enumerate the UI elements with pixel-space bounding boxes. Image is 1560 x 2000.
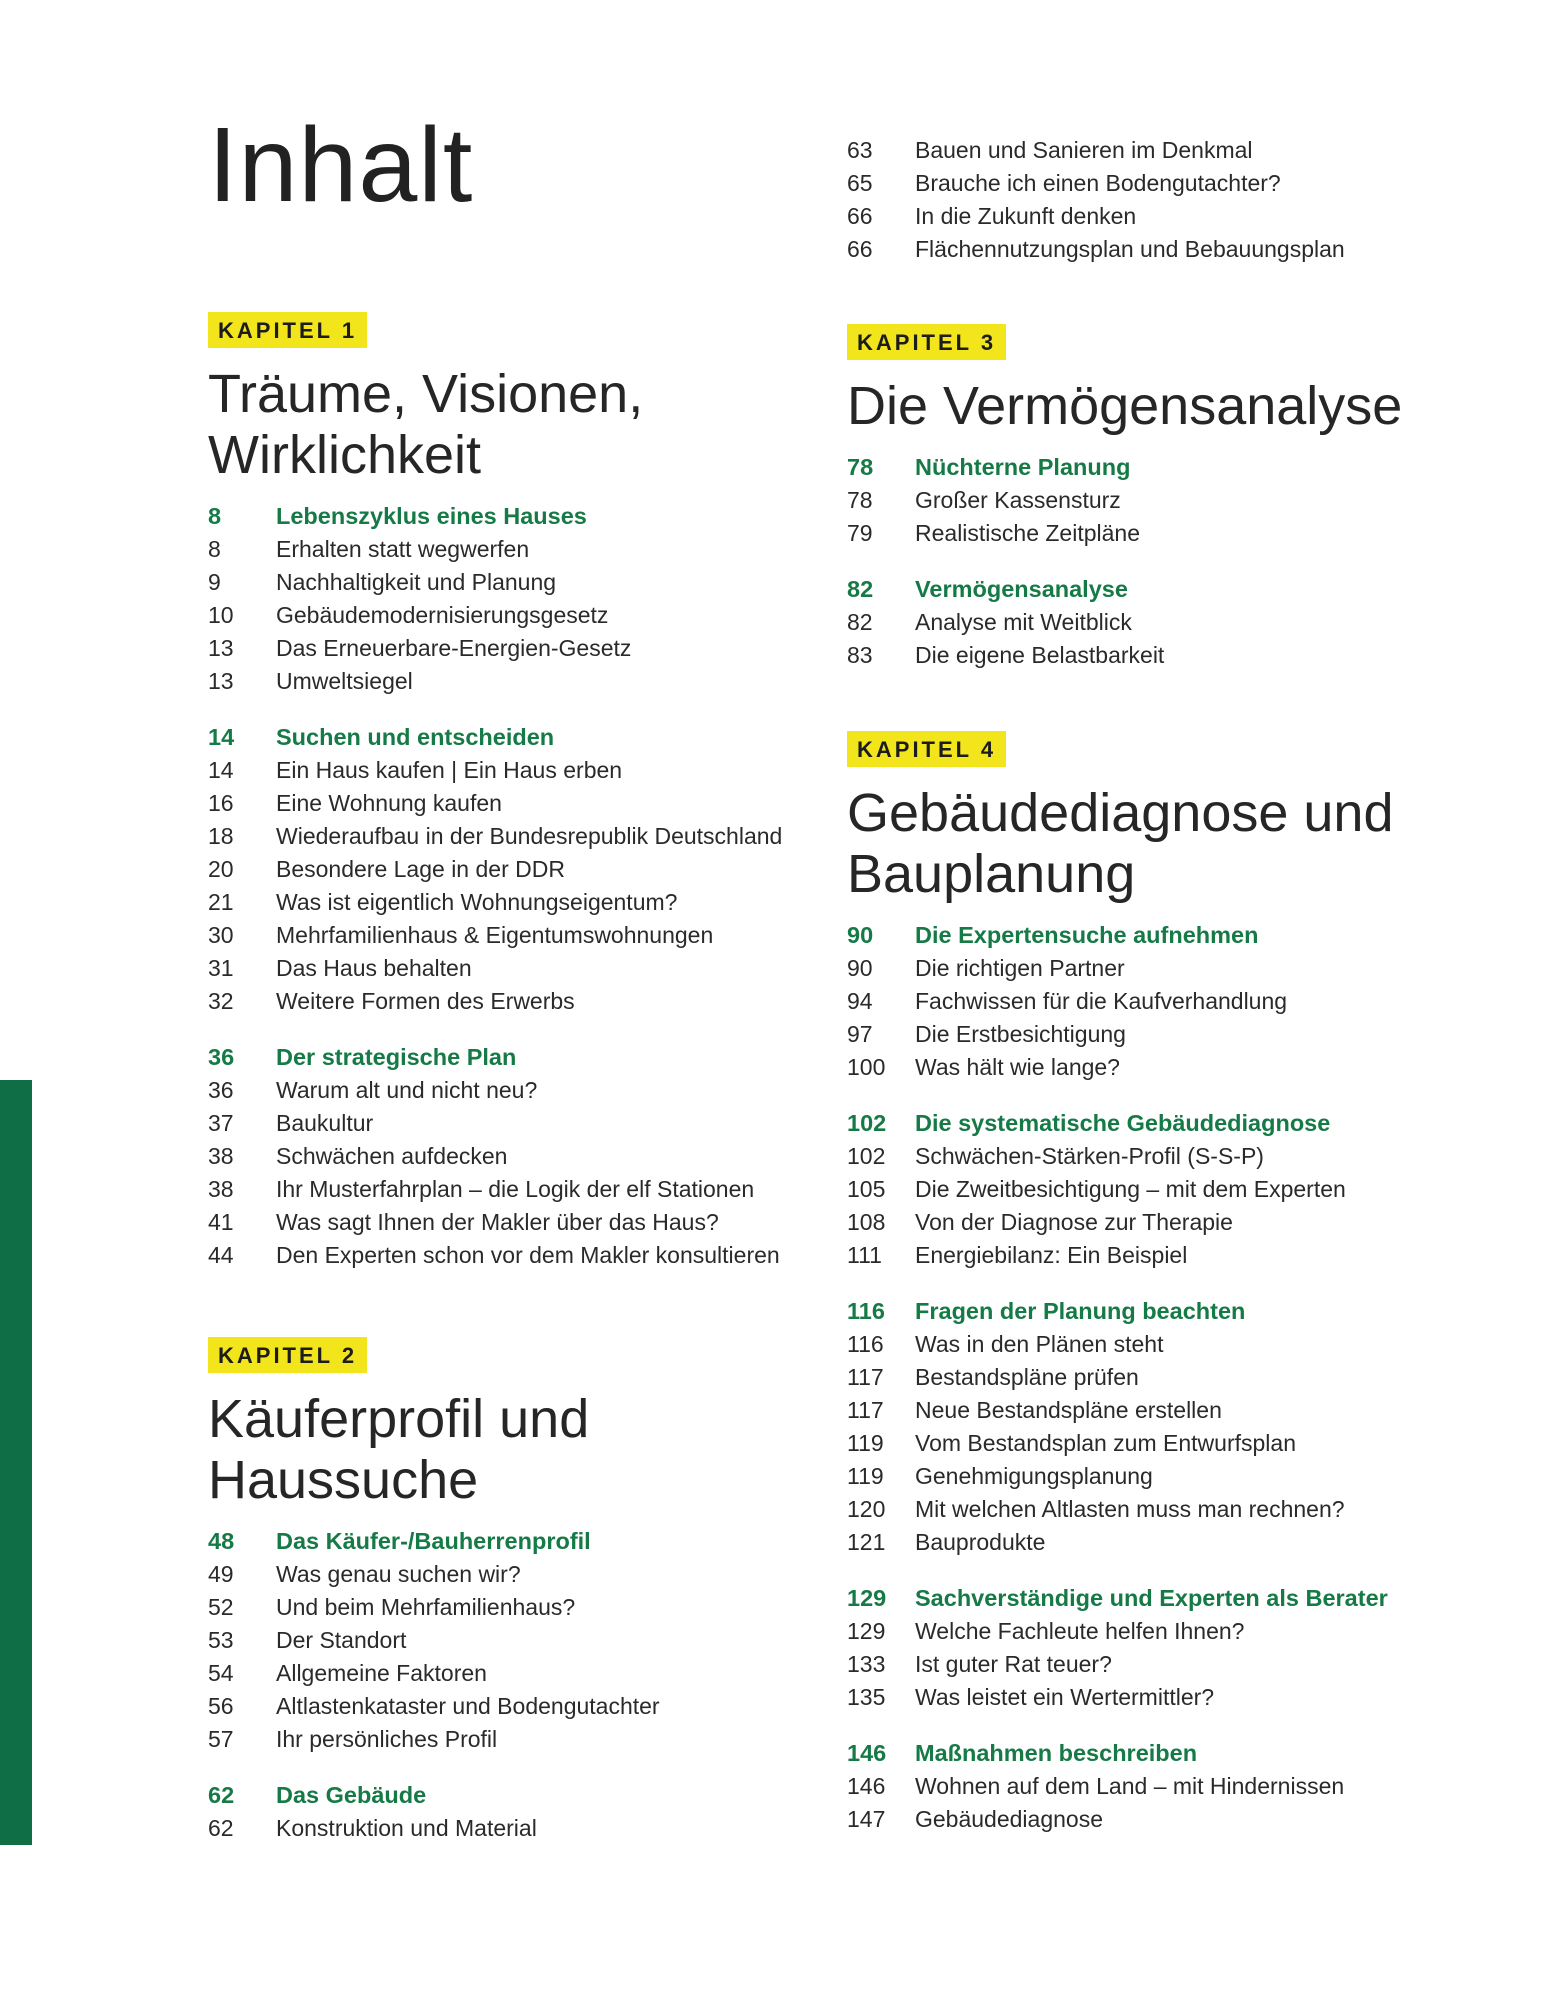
toc-section-heading[interactable]: 116 Fragen der Planung beachten: [847, 1298, 1246, 1324]
toc-continued-list: [847, 134, 1527, 266]
toc-entry[interactable]: 90 Die richtigen Partner: [847, 955, 1125, 981]
toc-entry[interactable]: 32 Weitere Formen des Erwerbs: [208, 988, 575, 1014]
toc-entry[interactable]: 16 Eine Wohnung kaufen: [208, 790, 502, 816]
toc-group: [847, 1295, 1527, 1559]
toc-group: [847, 451, 1527, 550]
page-title: Inhalt: [208, 106, 474, 224]
toc-entry[interactable]: 108 Von der Diagnose zur Therapie: [847, 1209, 1233, 1235]
toc-entry[interactable]: 8 Erhalten statt wegwerfen: [208, 536, 530, 562]
toc-entry[interactable]: 13 Das Erneuerbare-Energien-Gesetz: [208, 635, 632, 661]
toc-section-heading[interactable]: 90 Die Expertensuche aufnehmen: [847, 922, 1259, 948]
chapter-3: [847, 324, 1527, 695]
toc-entry[interactable]: 135 Was leistet ein Wertermittler?: [847, 1684, 1215, 1710]
toc-entry[interactable]: 31 Das Haus behalten: [208, 955, 472, 981]
toc-entry[interactable]: 49 Was genau suchen wir?: [208, 1561, 521, 1587]
toc-entry[interactable]: 63 Bauen und Sanieren im Denkmal: [847, 137, 1253, 163]
toc-entry[interactable]: 129 Welche Fachleute helfen Ihnen?: [847, 1618, 1245, 1644]
toc-section-heading[interactable]: 14 Suchen und entscheiden: [208, 724, 555, 750]
chapter-title: Käuferprofil und Haussuche: [208, 1389, 590, 1510]
toc-entry[interactable]: 105 Die Zweitbesichtigung – mit dem Experten: [847, 1176, 1346, 1202]
toc-entry[interactable]: 38 Schwächen aufdecken: [208, 1143, 508, 1169]
toc-group: [208, 1525, 828, 1756]
toc-group: [847, 919, 1527, 1084]
toc-section-heading[interactable]: 102 Die systematische Gebäudediagnose: [847, 1110, 1331, 1136]
toc-entry[interactable]: 133 Ist guter Rat teuer?: [847, 1651, 1112, 1677]
toc-entry[interactable]: 102 Schwächen-Stärken-Profil (S-S-P): [847, 1143, 1264, 1169]
toc-entry[interactable]: 65 Brauche ich einen Bodengutachter?: [847, 170, 1281, 196]
toc-section-heading[interactable]: 82 Vermögensanalyse: [847, 576, 1128, 602]
toc-entry[interactable]: 36 Warum alt und nicht neu?: [208, 1077, 538, 1103]
toc-entry[interactable]: 146 Wohnen auf dem Land – mit Hindernissen: [847, 1773, 1345, 1799]
chapter-badge: KAPITEL 1: [208, 312, 367, 348]
side-accent-bar: [0, 1080, 32, 1845]
toc-entry[interactable]: 66 In die Zukunft denken: [847, 203, 1137, 229]
toc-entry[interactable]: 21 Was ist eigentlich Wohnungseigentum?: [208, 889, 678, 915]
toc-group: [208, 500, 828, 698]
toc-section-heading[interactable]: 36 Der strategische Plan: [208, 1044, 517, 1070]
toc-entry[interactable]: 120 Mit welchen Altlasten muss man rechnen?: [847, 1496, 1345, 1522]
toc-entry[interactable]: 57 Ihr persönliches Profil: [208, 1726, 498, 1752]
toc-entry[interactable]: 119 Vom Bestandsplan zum Entwurfsplan: [847, 1430, 1296, 1456]
toc-section-heading[interactable]: 146 Maßnahmen beschreiben: [847, 1740, 1198, 1766]
toc-entry[interactable]: 62 Konstruktion und Material: [208, 1815, 537, 1841]
toc-group: [847, 573, 1527, 672]
toc-entry[interactable]: 14 Ein Haus kaufen | Ein Haus erben: [208, 757, 623, 783]
toc-entry[interactable]: 82 Analyse mit Weitblick: [847, 609, 1132, 635]
toc-entry[interactable]: 38 Ihr Musterfahrplan – die Logik der elf Stationen: [208, 1176, 755, 1202]
chapter-title: Gebäudediagnose und Bauplanung: [847, 783, 1394, 904]
toc-entry[interactable]: 117 Neue Bestandspläne erstellen: [847, 1397, 1222, 1423]
toc-group: [847, 1737, 1527, 1836]
toc-section-heading[interactable]: 48 Das Käufer-/Bauherrenprofil: [208, 1528, 591, 1554]
toc-entry[interactable]: 79 Realistische Zeitpläne: [847, 520, 1141, 546]
toc-entry[interactable]: 13 Umweltsiegel: [208, 668, 413, 694]
toc-entry[interactable]: 97 Die Erstbesichtigung: [847, 1021, 1126, 1047]
chapter-badge: KAPITEL 4: [847, 731, 1006, 767]
toc-entry[interactable]: 116 Was in den Plänen steht: [847, 1331, 1164, 1357]
toc-group: [208, 721, 828, 1018]
toc-entry[interactable]: 10 Gebäudemodernisierungsgesetz: [208, 602, 609, 628]
toc-group: [208, 1779, 828, 1845]
toc-entry[interactable]: 54 Allgemeine Faktoren: [208, 1660, 487, 1686]
toc-group: [847, 1107, 1527, 1272]
toc-entry[interactable]: 119 Genehmigungsplanung: [847, 1463, 1153, 1489]
chapter-1: [208, 312, 828, 1295]
toc-entry[interactable]: 111 Energiebilanz: Ein Beispiel: [847, 1242, 1188, 1268]
chapter-badge: KAPITEL 2: [208, 1337, 367, 1373]
chapter-title: Die Vermögensanalyse: [847, 376, 1403, 436]
toc-entry[interactable]: 53 Der Standort: [208, 1627, 407, 1653]
toc-section-heading[interactable]: 62 Das Gebäude: [208, 1782, 427, 1808]
toc-section-heading[interactable]: 129 Sachverständige und Experten als Berater: [847, 1585, 1388, 1611]
toc-entry[interactable]: 100 Was hält wie lange?: [847, 1054, 1120, 1080]
toc-entry[interactable]: 20 Besondere Lage in der DDR: [208, 856, 565, 882]
toc-entry[interactable]: 78 Großer Kassensturz: [847, 487, 1121, 513]
toc-entry[interactable]: 52 Und beim Mehrfamilienhaus?: [208, 1594, 576, 1620]
toc-entry[interactable]: 41 Was sagt Ihnen der Makler über das Haus?: [208, 1209, 719, 1235]
toc-group: [208, 1041, 828, 1272]
toc-entry[interactable]: 56 Altlastenkataster und Bodengutachter: [208, 1693, 660, 1719]
toc-entry[interactable]: 9 Nachhaltigkeit und Planung: [208, 569, 557, 595]
chapter-4: [847, 731, 1527, 1859]
toc-entry[interactable]: 44 Den Experten schon vor dem Makler konsultieren: [208, 1242, 780, 1268]
toc-entry[interactable]: 94 Fachwissen für die Kaufverhandlung: [847, 988, 1288, 1014]
toc-section-heading[interactable]: 8 Lebenszyklus eines Hauses: [208, 503, 587, 529]
toc-section-heading[interactable]: 78 Nüchterne Planung: [847, 454, 1131, 480]
chapter-2: [208, 1337, 828, 1868]
toc-entry[interactable]: 66 Flächennutzungsplan und Bebauungsplan: [847, 236, 1345, 262]
chapter-badge: KAPITEL 3: [847, 324, 1006, 360]
chapter-title: Träume, Visionen, Wirklichkeit: [208, 364, 644, 485]
toc-entry[interactable]: 83 Die eigene Belastbarkeit: [847, 642, 1165, 668]
toc-entry[interactable]: 30 Mehrfamilienhaus & Eigentumswohnungen: [208, 922, 714, 948]
toc-entry[interactable]: 18 Wiederaufbau in der Bundesrepublik Deutschland: [208, 823, 783, 849]
toc-entry[interactable]: 117 Bestandspläne prüfen: [847, 1364, 1139, 1390]
toc-entry[interactable]: 37 Baukultur: [208, 1110, 374, 1136]
toc-entry[interactable]: 121 Bauprodukte: [847, 1529, 1046, 1555]
toc-entry[interactable]: 147 Gebäudediagnose: [847, 1806, 1103, 1832]
toc-group: [847, 1582, 1527, 1714]
